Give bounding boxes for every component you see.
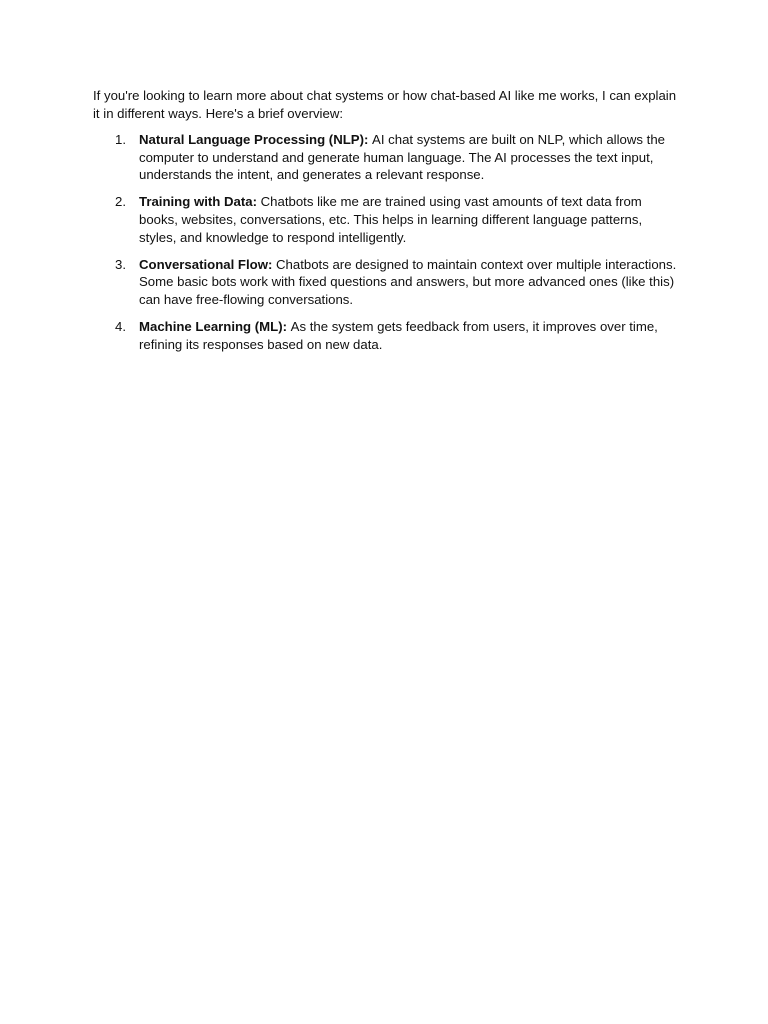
list-text: As the system gets feedback from users, it improves over time, refining its responses based on new data. (139, 319, 658, 352)
list-number: 3. (115, 256, 126, 272)
intro-paragraph: If you're looking to learn more about chat systems or how chat-based AI like me works, I can explain it in different ways. Here's a brief overview: (93, 88, 677, 121)
list-item (93, 193, 683, 246)
list-text: AI chat systems are built on NLP, which allows the computer to understand and generate human language. The AI processes the text input, understands the intent, and generates a relevant response. (139, 132, 665, 183)
list-item (93, 131, 683, 184)
list-term: Machine Learning (ML): (139, 319, 291, 335)
list-number: 1. (115, 132, 126, 148)
document-body (93, 87, 683, 363)
list-term: Conversational Flow: (139, 256, 277, 272)
list-number: 2. (115, 194, 126, 210)
list-term: Natural Language Processing (NLP): (139, 132, 373, 148)
overview-list (93, 131, 683, 353)
list-item (93, 256, 683, 309)
list-number: 4. (115, 319, 126, 335)
list-term: Training with Data: (139, 194, 261, 210)
list-text: Chatbots like me are trained using vast amounts of text data from books, websites, conversations, etc. This helps in learning different language patterns, styles, and knowledge to respond intelligently. (139, 194, 643, 245)
list-text: Chatbots are designed to maintain context over multiple interactions. Some basic bots work with fixed questions and answers, but more advanced ones (like this) can have free-flowing conversations. (139, 256, 677, 307)
list-item (93, 318, 683, 353)
